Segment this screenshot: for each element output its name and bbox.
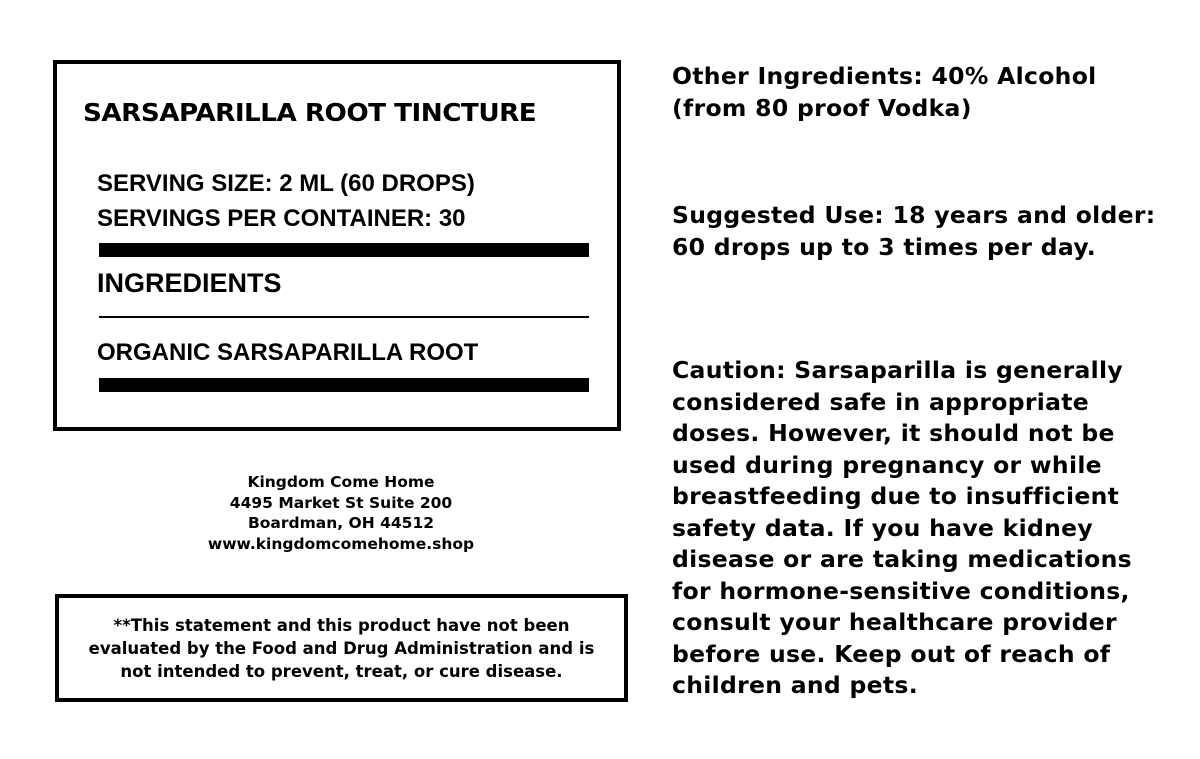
website-url: www.kingdomcomehome.shop [207,534,475,553]
caution-statement: Caution: Sarsaparilla is generally considered safe in appropriate doses. However, it should not be used during pregnancy or while breastfeeding due to insufficient safety data. If you have kidney disease or are taking medications for hormone-sensitive conditions, consult your healthcare provider before use. Keep out of reach of children and pets. [672,356,1132,699]
supplement-facts-panel [53,60,621,431]
thin-divider [99,316,589,318]
fda-disclaimer: **This statement and this product have not been evaluated by the Food and Drug Administration and is not intended to prevent, treat, or cure disease. [88,615,595,681]
company-name: Kingdom Come Home [247,473,435,491]
company-address [53,472,629,554]
thick-divider-top [99,243,589,257]
fda-disclaimer-box [55,594,628,702]
product-title: SARSAPARILLA ROOT TINCTURE [83,98,537,127]
other-ingredients: Other Ingredients: 40% Alcohol (from 80 proof Vodka) [672,62,1097,122]
city-state-zip: Boardman, OH 44512 [247,514,435,532]
suggested-use: Suggested Use: 18 years and older: 60 drops up to 3 times per day. [672,201,1156,261]
servings-per-container: SERVINGS PER CONTAINER: 30 [97,205,466,232]
ingredient-item: ORGANIC SARSAPARILLA ROOT [97,339,479,366]
thick-divider-bottom [99,378,589,392]
serving-size: SERVING SIZE: 2 ML (60 DROPS) [97,170,475,197]
street-address: 4495 Market St Suite 200 [229,493,453,512]
ingredients-heading: INGREDIENTS [97,268,282,298]
